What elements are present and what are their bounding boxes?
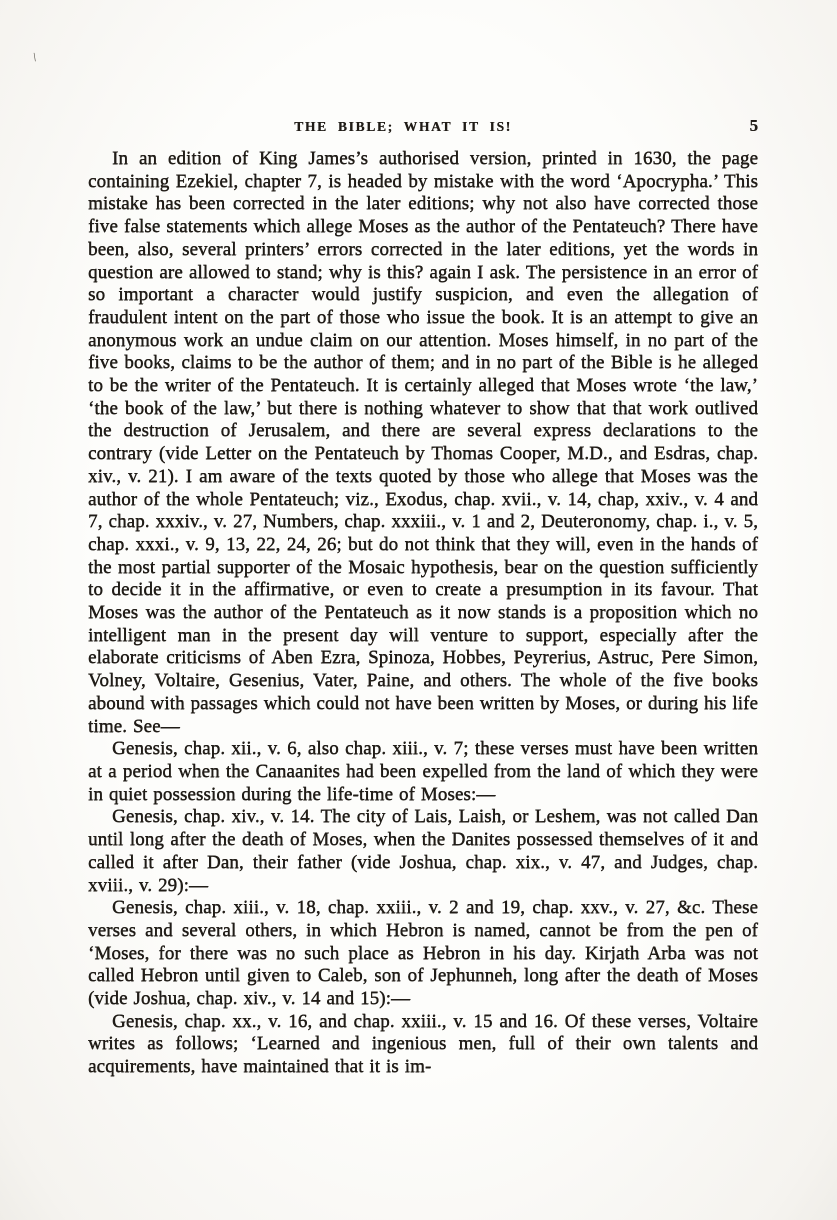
paragraph-genesis-xiii-hebron: Genesis, chap. xiii., v. 18, chap. xxiii., v. 2 and 19, chap. xxv., v. 27, &c. These verses and several others, in which Hebron is named, cannot be from the pen of ‘Moses, for there was no such place as Hebron in his day. Kirjath Arba was not called Hebron until given to Caleb, son of Jephunneh, long after the death of Moses (vide Joshua, chap. xiv., v. 14 and 15):— [88, 897, 758, 1010]
scan-artifact-mark: \ [31, 49, 38, 65]
paragraph-genesis-xx-voltaire: Genesis, chap. xx., v. 16, and chap. xxiii., v. 15 and 16. Of these verses, Voltaire writes as follows; ‘Learned and ingenious men, full of their own talents and acquirements, have maintained that it is im- [88, 1010, 758, 1078]
running-header [88, 116, 758, 140]
page-text [88, 148, 758, 1079]
page-number: 5 [749, 116, 758, 135]
paragraph-genesis-xii: Genesis, chap. xii., v. 6, also chap. xiii., v. 7; these verses must have been written at a period when the Canaanites had been expelled from the land of which they were in quiet possession during the life-time of Moses:— [88, 738, 758, 805]
paragraph-intro-king-james: In an edition of King James’s authorised version, printed in 1630, the page containing Ezekiel, chapter 7, is headed by mistake with the word ‘Apocrypha.’ This mistake has been corrected in the later editions; why not also have corrected those five false statements which allege Moses as the author of the Pentateuch? There have been, also, several printers’ errors corrected in the later editions, yet the words in question are allowed to stand; why is this? again I ask. The persistence in an error of so important a character would justify suspicion, and even the allegation of fraudulent intent on the part of those who issue the book. It is an attempt to give an anonymous work an undue claim on our attention. Moses himself, in no part of the five books, claims to be the author of them; and in no part of the Bible is he alleged to be the writer of the Pentateuch. It is certainly alleged that Moses wrote ‘the law,’ ‘the book of the law,’ but there is nothing whatever to show that that work outlived the destruction of Jerusalem, and there are several express declarations to the contrary (vide Letter on the Pentateuch by Thomas Cooper, M.D., and Esdras, chap. xiv., v. 21). I am aware of the texts quoted by those who allege that Moses was the author of the whole Pentateuch; viz., Exodus, chap. xvii., v. 14, chap, xxiv., v. 4 and 7, chap. xxxiv., v. 27, Numbers, chap. xxxiii., v. 1 and 2, Deuteronomy, chap. i., v. 5, chap. xxxi., v. 9, 13, 22, 24, 26; but do not think that they will, even in the hands of the most partial supporter of the Mosaic hypothesis, bear on the question sufficiently to decide it in the affirmative, or even to create a presumption in its favour. That Moses was the author of the Pentateuch as it now stands is a proposition which no intelligent man in the present day will venture to support, especially after the elaborate criticisms of Aben Ezra, Spinoza, Hobbes, Peyrerius, Astruc, Pere Simon, Volney, Voltaire, Gesenius, Vater, Paine, and others. The whole of the five books abound with passages which could not have been written by Moses, or during his life time. See— [88, 148, 758, 737]
paragraph-genesis-xiv: Genesis, chap. xiv., v. 14. The city of Lais, Laish, or Leshem, was not called Dan until long after the death of Moses, when the Danites possessed themselves of it and called it after Dan, their father (vide Joshua, chap. xix., v. 47, and Judges, chap. xviii., v. 29):— [88, 806, 758, 896]
running-title: THE BIBLE; WHAT IT IS! [294, 119, 512, 134]
